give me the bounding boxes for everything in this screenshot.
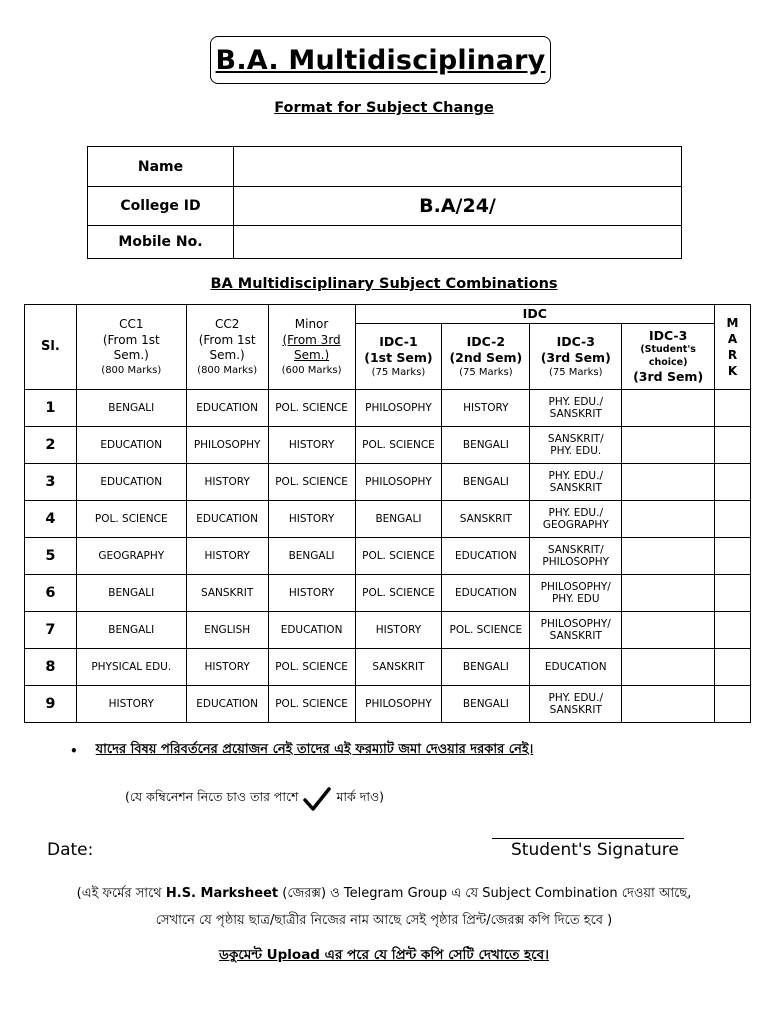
cell-sl: 5: [25, 538, 77, 575]
cc2-header-marks: (800 Marks): [197, 364, 258, 376]
cc1-header-sem: Sem.): [113, 348, 149, 363]
idc3-choice-header-students: (Student's: [640, 344, 696, 356]
cell-mark-checkbox[interactable]: [715, 427, 751, 464]
cell-idc3-a: PHY. EDU./: [548, 692, 603, 704]
cc2-header: [186, 305, 268, 390]
mobile-field[interactable]: [234, 226, 682, 259]
table-row: [25, 464, 751, 501]
cell-idc3: [530, 427, 622, 464]
table-row: [25, 575, 751, 612]
idc-header: IDC: [355, 305, 715, 324]
cell-cc1: BENGALI: [76, 390, 186, 427]
mark-letter: K: [727, 364, 738, 379]
idc3-choice-header-title: IDC-3: [648, 327, 688, 343]
cell-idc1: HISTORY: [355, 612, 442, 649]
cell-idc3-choice-input[interactable]: [622, 501, 715, 538]
no-change-note: [70, 740, 533, 761]
cell-cc1: GEOGRAPHY: [76, 538, 186, 575]
title-box: [210, 36, 551, 84]
cell-cc1: BENGALI: [76, 612, 186, 649]
cell-minor: POL. SCIENCE: [268, 649, 355, 686]
table-row: [25, 501, 751, 538]
name-row: [88, 147, 682, 187]
cell-idc3-choice-input[interactable]: [622, 612, 715, 649]
cell-mark-checkbox[interactable]: [715, 649, 751, 686]
idc2-header-sem: (2nd Sem): [449, 350, 523, 365]
minor-header-marks: (600 Marks): [281, 364, 342, 376]
cell-idc3: [530, 686, 622, 723]
sl-header: Sl.: [25, 305, 77, 390]
cell-minor: HISTORY: [268, 501, 355, 538]
cell-cc2: HISTORY: [186, 538, 268, 575]
cell-cc1: BENGALI: [76, 575, 186, 612]
cell-minor: POL. SCIENCE: [268, 464, 355, 501]
idc3-header-marks: (75 Marks): [548, 367, 603, 379]
cell-minor: POL. SCIENCE: [268, 686, 355, 723]
idc3-choice-header-sem: (3rd Sem): [633, 368, 704, 384]
cell-idc2: BENGALI: [442, 464, 530, 501]
date-label: Date:: [47, 840, 94, 860]
cell-idc1: PHILOSOPHY: [355, 390, 442, 427]
mobile-label: Mobile No.: [88, 226, 234, 259]
tick-instruction: [125, 786, 384, 812]
cell-idc3: [530, 649, 622, 686]
mark-letter: R: [727, 348, 738, 362]
cell-sl: 8: [25, 649, 77, 686]
cell-idc2: BENGALI: [442, 649, 530, 686]
cell-cc2: ENGLISH: [186, 612, 268, 649]
idc3-header: [530, 324, 622, 390]
idc3-header-title: IDC-3: [556, 333, 595, 349]
cell-idc3-a: PHY. EDU./: [548, 470, 603, 482]
table-row: [25, 612, 751, 649]
signature-label: Student's Signature: [511, 840, 679, 860]
cell-idc1: POL. SCIENCE: [355, 538, 442, 575]
cell-idc1: SANSKRIT: [355, 649, 442, 686]
cell-idc3-choice-input[interactable]: [622, 427, 715, 464]
combinations-body: [25, 390, 751, 723]
cc1-header-from: (From 1st: [102, 332, 160, 347]
tick-note-before: (যে কম্বিনেশন নিতে চাও তার পাশে: [125, 789, 299, 804]
cell-cc2: PHILOSOPHY: [186, 427, 268, 464]
cc2-header-title: CC2: [214, 317, 240, 332]
idc1-header: [355, 324, 442, 390]
cell-idc3-a: SANSKRIT/: [547, 433, 604, 445]
cell-mark-checkbox[interactable]: [715, 538, 751, 575]
cell-idc3-choice-input[interactable]: [622, 575, 715, 612]
cell-idc3-a: PHY. EDU./: [548, 507, 603, 519]
cell-idc1: BENGALI: [355, 501, 442, 538]
cell-idc2: BENGALI: [442, 427, 530, 464]
minor-header-sem: Sem.): [293, 348, 330, 363]
cell-minor: EDUCATION: [268, 612, 355, 649]
cell-idc3: [530, 538, 622, 575]
table-row: [25, 427, 751, 464]
cell-cc2: HISTORY: [186, 464, 268, 501]
cell-sl: 3: [25, 464, 77, 501]
mark-letter: M: [726, 315, 739, 330]
cell-sl: 7: [25, 612, 77, 649]
cell-sl: 4: [25, 501, 77, 538]
cell-idc3-choice-input[interactable]: [622, 390, 715, 427]
cell-idc3-choice-input[interactable]: [622, 686, 715, 723]
cell-idc3-choice-input[interactable]: [622, 649, 715, 686]
cell-idc3-b: SANSKRIT: [549, 704, 602, 716]
header-row-1: [25, 305, 751, 324]
cell-idc3-b: SANSKRIT: [549, 482, 602, 494]
cell-cc2: EDUCATION: [186, 501, 268, 538]
signature-line[interactable]: [492, 838, 684, 839]
cell-idc3-a: PHILOSOPHY/: [540, 618, 611, 630]
cell-idc3-b: GEOGRAPHY: [542, 519, 609, 531]
cell-cc1: PHYSICAL EDU.: [76, 649, 186, 686]
subject-combinations-table: [24, 304, 751, 723]
cell-mark-checkbox[interactable]: [715, 390, 751, 427]
attachment-note-line-2: সেখানে যে পৃষ্ঠায় ছাত্র/ছাত্রীর নিজের নাম আছে সেই পৃষ্ঠার প্রিন্ট/জেরক্স কপি দিতে হবে ): [155, 913, 613, 928]
college-id-label: College ID: [88, 187, 234, 226]
attachment-note: [0, 880, 768, 934]
college-id-field[interactable]: B.A/24/: [234, 187, 682, 226]
cell-sl: 6: [25, 575, 77, 612]
attachment-note-part-2: (জেরক্স) ও Telegram Group এ যে Subject Combination দেওয়া আছে,: [282, 886, 692, 901]
cc1-header-title: CC1: [119, 317, 144, 332]
cell-idc3-choice-input[interactable]: [622, 538, 715, 575]
table-row: [25, 686, 751, 723]
attachment-note-marksheet: H.S. Marksheet: [165, 886, 279, 901]
cell-mark-checkbox[interactable]: [715, 501, 751, 538]
idc2-header: [442, 324, 530, 390]
no-change-note-text: যাদের বিষয় পরিবর্তনের প্রয়োজন নেই তাদের এই ফরম্যাট জমা দেওয়ার দরকার নেই।: [95, 742, 534, 757]
cell-idc2: POL. SCIENCE: [442, 612, 530, 649]
cell-idc3-a: PHY. EDU./: [548, 396, 603, 408]
cell-idc3-b: SANSKRIT: [549, 408, 602, 420]
minor-header-title: Minor: [294, 317, 329, 332]
cell-sl: 9: [25, 686, 77, 723]
cell-idc2: EDUCATION: [442, 575, 530, 612]
cell-idc3-choice-input[interactable]: [622, 464, 715, 501]
cell-sl: 1: [25, 390, 77, 427]
cell-idc3-a: EDUCATION: [544, 661, 607, 673]
cell-minor: HISTORY: [268, 427, 355, 464]
idc3-header-sem: (3rd Sem): [540, 350, 611, 365]
idc2-header-title: IDC-2: [466, 333, 506, 349]
cell-idc1: PHILOSOPHY: [355, 686, 442, 723]
cell-idc1: POL. SCIENCE: [355, 575, 442, 612]
cell-idc3: [530, 390, 622, 427]
cell-mark-checkbox[interactable]: [715, 612, 751, 649]
cell-mark-checkbox[interactable]: [715, 686, 751, 723]
mobile-row: [88, 226, 682, 259]
cell-idc3-b: PHY. EDU: [551, 593, 600, 605]
combinations-title: BA Multidisciplinary Subject Combinations: [210, 276, 558, 292]
idc2-header-marks: (75 Marks): [459, 367, 513, 379]
cc2-header-sem: Sem.): [209, 348, 245, 363]
table-row: [25, 390, 751, 427]
cell-cc1: HISTORY: [76, 686, 186, 723]
cell-idc3-a: SANSKRIT/: [547, 544, 604, 556]
cell-idc3-b: PHY. EDU.: [550, 445, 602, 457]
name-field[interactable]: [234, 147, 682, 187]
table-row: [25, 649, 751, 686]
cell-idc3: [530, 501, 622, 538]
page-title: B.A. Multidisciplinary: [215, 44, 546, 76]
bullet: •: [70, 743, 78, 758]
cell-idc3-a: PHILOSOPHY/: [540, 581, 611, 593]
mark-letter: A: [727, 331, 738, 346]
cell-sl: 2: [25, 427, 77, 464]
idc3-choice-header: [622, 324, 715, 390]
student-info-table: [87, 146, 682, 259]
cell-idc1: PHILOSOPHY: [355, 464, 442, 501]
cell-mark-checkbox[interactable]: [715, 464, 751, 501]
upload-note: ডকুমেন্ট Upload এর পরে যে প্রিন্ট কপি সেটি দেখাতে হবে।: [219, 947, 549, 963]
attachment-note-part-1: (এই ফর্মের সাথে: [76, 886, 162, 901]
cell-cc2: EDUCATION: [186, 686, 268, 723]
cell-cc1: POL. SCIENCE: [76, 501, 186, 538]
minor-header-from: (From 3rd: [282, 332, 341, 347]
attachment-note-line-1: [0, 880, 768, 907]
tick-note-after: মার্ক দাও): [336, 789, 385, 804]
cell-idc3-b: SANSKRIT: [549, 630, 602, 642]
cc2-header-from: (From 1st: [198, 332, 256, 347]
name-label: Name: [88, 147, 234, 187]
mark-header: [715, 305, 751, 390]
cell-idc2: EDUCATION: [442, 538, 530, 575]
cell-minor: BENGALI: [268, 538, 355, 575]
cell-idc3-b: PHILOSOPHY: [542, 556, 610, 568]
cell-cc2: EDUCATION: [186, 390, 268, 427]
idc1-header-sem: (1st Sem): [364, 350, 433, 365]
cell-idc2: SANSKRIT: [442, 501, 530, 538]
cell-idc1: POL. SCIENCE: [355, 427, 442, 464]
page-subtitle: Format for Subject Change: [274, 100, 494, 116]
cell-cc1: EDUCATION: [76, 464, 186, 501]
cc1-header: [76, 305, 186, 390]
idc1-header-title: IDC-1: [379, 333, 418, 349]
idc1-header-marks: (75 Marks): [371, 367, 426, 379]
cell-minor: POL. SCIENCE: [268, 390, 355, 427]
cell-minor: HISTORY: [268, 575, 355, 612]
cell-cc2: HISTORY: [186, 649, 268, 686]
cell-idc2: BENGALI: [442, 686, 530, 723]
cell-idc2: HISTORY: [442, 390, 530, 427]
cc1-header-marks: (800 Marks): [101, 364, 162, 376]
cell-cc1: EDUCATION: [76, 427, 186, 464]
cell-idc3: [530, 575, 622, 612]
checkmark-icon: [302, 786, 332, 812]
cell-idc3: [530, 612, 622, 649]
college-id-row: [88, 187, 682, 226]
table-row: [25, 538, 751, 575]
cell-cc2: SANSKRIT: [186, 575, 268, 612]
minor-header: [268, 305, 355, 390]
cell-mark-checkbox[interactable]: [715, 575, 751, 612]
idc3-choice-header-choice: choice): [648, 356, 688, 368]
cell-idc3: [530, 464, 622, 501]
